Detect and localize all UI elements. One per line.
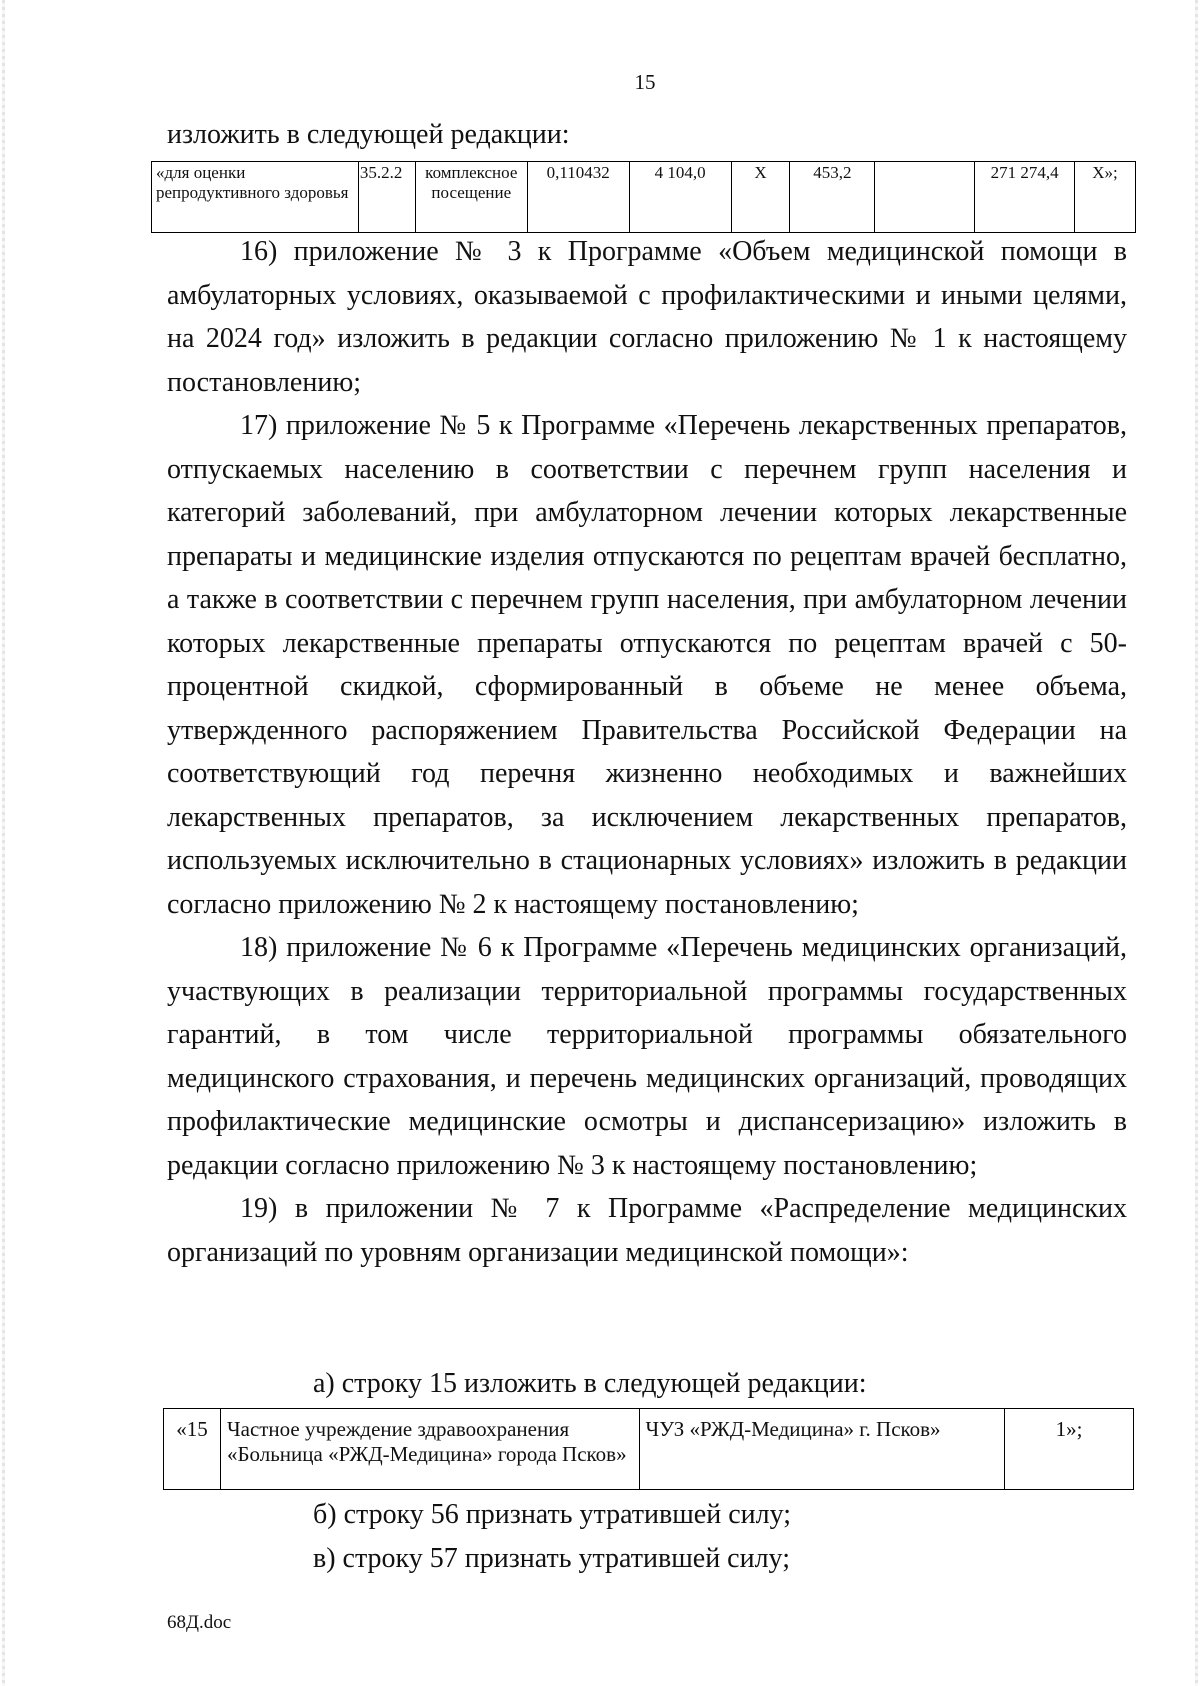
page-number: 15: [634, 70, 656, 94]
scan-edge-left: [2, 0, 5, 1686]
table-cell-row-number: «15: [164, 1409, 221, 1490]
table-cell-norm: 0,110432: [527, 162, 629, 233]
paragraph-16: 16) приложение № 3 к Программе «Объем медицинской помощи в амбулаторных условиях, оказываемой с профилактическими и иными целями, на 2024 год» изложить в редакции согласно приложению № 1 к настоящему постановлению;: [167, 236, 1127, 398]
table-row: [164, 1409, 1134, 1490]
paragraph-18: 18) приложение № 6 к Программе «Перечень медицинских организаций, участвующих в реализации территориальной программы государственных гарантий, в том числе территориальной программы обязательного медицинского страхования, и перечень медицинских организаций, проводящих профилактические медицинские осмотры и диспансеризацию» изложить в редакции согласно приложению № 3 к настоящему постановлению;: [167, 932, 1127, 1181]
table-cell-full-name: Частное учреждение здравоохранения «Больница «РЖД-Медицина» города Псков»: [220, 1409, 639, 1490]
table-row: [152, 162, 1136, 233]
table-cell-total: 271 274,4: [975, 162, 1075, 233]
table-cell-name: «для оценки репродуктивного здоровья: [152, 162, 359, 233]
body-block-subitem-a: [167, 1362, 1127, 1406]
body-block-subitems-bc: [167, 1493, 1127, 1580]
table-cell-code: 35.2.2: [358, 162, 415, 233]
table-cell-short-name: ЧУЗ «РЖД-Медицина» г. Псков»: [639, 1409, 1005, 1490]
scan-edge-right: [1195, 0, 1198, 1686]
table-cell-level: 1»;: [1005, 1409, 1134, 1490]
table-cell-x-end: Х»;: [1075, 162, 1136, 233]
organization-table: [163, 1408, 1134, 1490]
footer-document-name: 68Д.doc: [167, 1612, 232, 1633]
table-cell-empty: [875, 162, 975, 233]
table-cell-per-capita: 453,2: [790, 162, 875, 233]
paragraph-19c: в) строку 57 признать утратившей силу;: [313, 1542, 790, 1574]
tariff-table: [151, 161, 1136, 233]
paragraph-17: 17) приложение № 5 к Программе «Перечень лекарственных препаратов, отпускаемых населению в соответствии с перечнем групп населения и категорий заболеваний, при амбулаторном лечении которых лекарственные препараты и медицинские изделия отпускаются по рецептам врачей бесплатно, а также в соответствии с перечнем групп населения, при амбулаторном лечении которых лекарственные препараты отпускаются по рецептам врачей с 50-процентной скидкой, сформированный в объеме не менее объема, утвержденного распоряжением Правительства Российской Федерации на соответствующий год перечня жизненно необходимых и важнейших лекарственных препаратов, за исключением лекарственных препаратов, используемых исключительно в стационарных условиях» изложить в редакции согласно приложению № 2 к настоящему постановлению;: [167, 410, 1127, 920]
table-cell-cost: 4 104,0: [629, 162, 731, 233]
paragraph-19a: а) строку 15 изложить в следующей редакции:: [313, 1368, 867, 1399]
paragraph-19: 19) в приложении № 7 к Программе «Распределение медицинских организаций по уровням организации медицинской помощи»:: [167, 1193, 1127, 1268]
paragraph-19b: б) строку 56 признать утратившей силу;: [313, 1499, 791, 1530]
table-cell-unit: комплексное посещение: [415, 162, 527, 233]
table-cell-x: Х: [731, 162, 790, 233]
body-block-main: [167, 230, 1127, 1274]
lead-line: изложить в следующей редакции:: [167, 119, 570, 150]
